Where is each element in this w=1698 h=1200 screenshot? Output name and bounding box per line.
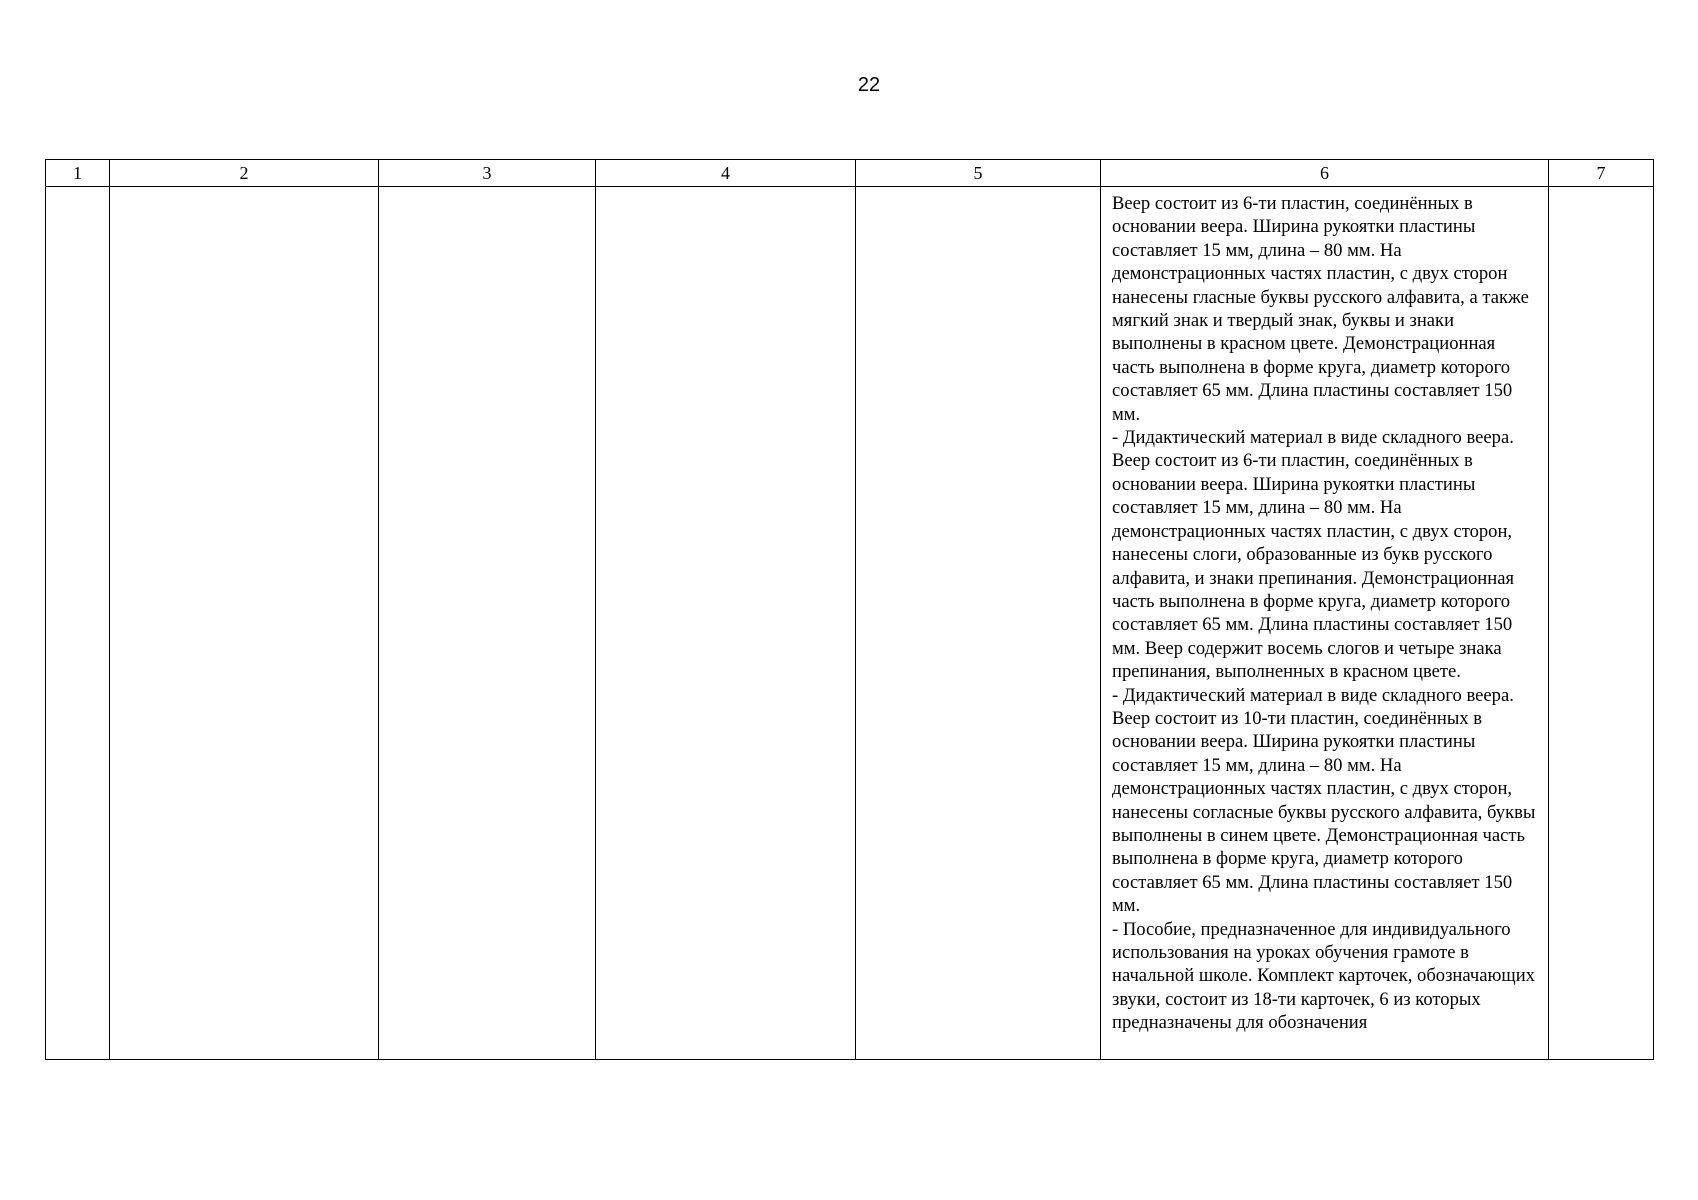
cell-col-5: [856, 187, 1101, 1060]
cell-col-7: [1549, 187, 1654, 1060]
cell-col-2: [110, 187, 379, 1060]
column-header-5: 5: [856, 160, 1101, 187]
description-paragraph: - Дидактический материал в виде складного веера. Веер состоит из 10-ти пластин, соединённых в основании веера. Ширина рукоятки пластины составляет 15 мм, длина – 80 мм. На демонстрационных частях пластин, с двух сторон, нанесены согласные буквы русского алфавита, буквы выполнены в синем цвете. Демонстрационная часть выполнена в форме круга, диаметр которого составляет 65 мм. Длина пластины составляет 150 мм.: [1112, 684, 1536, 917]
column-header-6: 6: [1101, 160, 1549, 187]
table-row: [46, 187, 1654, 1060]
column-header-4: 4: [596, 160, 856, 187]
cell-col-1: [46, 187, 110, 1060]
column-header-7: 7: [1549, 160, 1654, 187]
cell-col-3: [379, 187, 596, 1060]
description-paragraph: Веер состоит из 6-ти пластин, соединённых в основании веера. Ширина рукоятки пластины составляет 15 мм, длина – 80 мм. На демонстрационных частях пластин, с двух сторон нанесены гласные буквы русского алфавита, а также мягкий знак и твердый знак, буквы и знаки выполнены в красном цвете. Демонстрационная часть выполнена в форме круга, диаметр которого составляет 65 мм. Длина пластины составляет 150 мм.: [1112, 193, 1529, 425]
description-paragraph: - Пособие, предназначенное для индивидуального использования на уроках обучения грамоте в начальной школе. Комплект карточек, обозначающих звуки, состоит из 18-ти карточек, 6 из которых предназначены для обозначения: [1112, 918, 1535, 1034]
column-header-3: 3: [379, 160, 596, 187]
column-header-2: 2: [110, 160, 379, 187]
cell-col-6: [1101, 187, 1549, 1060]
column-header-1: 1: [46, 160, 110, 187]
table-header-row: [46, 160, 1654, 187]
description-paragraph: - Дидактический материал в виде складного веера. Веер состоит из 6-ти пластин, соединённых в основании веера. Ширина рукоятки пластины составляет 15 мм, длина – 80 мм. На демонстрационных частях пластин, с двух сторон, нанесены слоги, образованные из букв русского алфавита, и знаки препинания. Демонстрационная часть выполнена в форме круга, диаметр которого составляет 65 мм. Длина пластины составляет 150 мм. Веер содержит восемь слогов и четыре знака препинания, выполненных в красном цвете.: [1112, 427, 1514, 683]
page-number: 22: [857, 74, 881, 96]
specification-table: [45, 159, 1654, 1060]
description-text: [1101, 187, 1548, 1054]
cell-col-4: [596, 187, 856, 1060]
